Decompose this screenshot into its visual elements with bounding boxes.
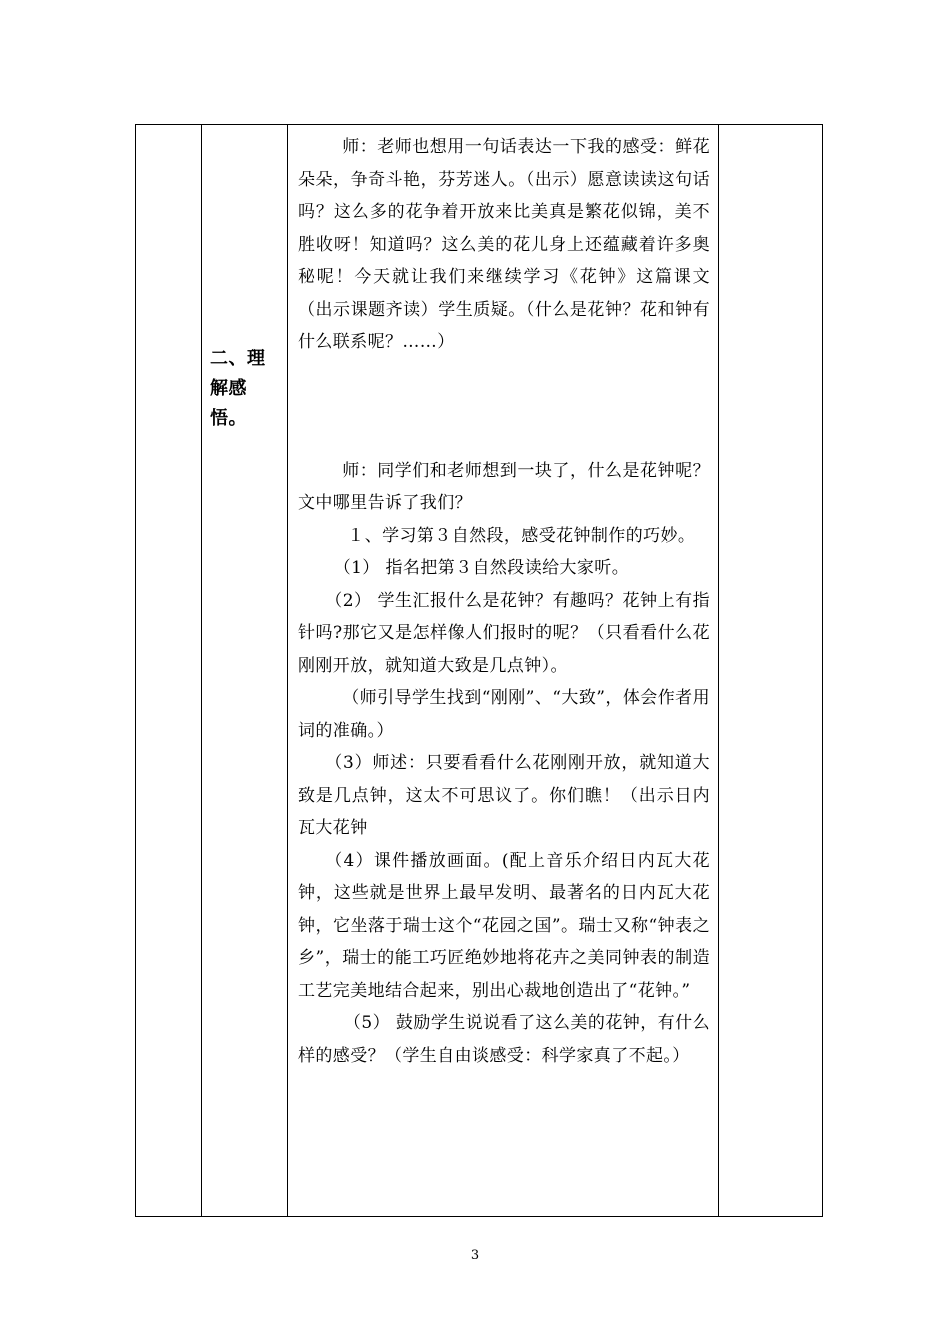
- blank-right-cell: [719, 125, 823, 1217]
- table-row: [136, 125, 823, 1217]
- paragraph-item-1: （1） 指名把第３自然段读给大家听。: [333, 558, 630, 578]
- stage-cell: [202, 125, 288, 1217]
- paragraph-item-4: （4）课件播放画面。(配上音乐介绍日内瓦大花钟，这些就是世界上最早发明、最著名的日内瓦大花钟，它坐落于瑞士这个“花园之国”。瑞士又称“钟表之乡”，瑞士的能工巧匠绝妙地将花卉之美同钟表的制造工艺完美地结合起来，别出心裁地创造出了“花钟。”: [298, 850, 710, 1001]
- paragraph-teacher-note: （师引导学生找到“刚刚”、“大致”，体会作者用词的准确。）: [298, 688, 710, 741]
- paragraph-step-1: １、学习第３自然段，感受花钟制作的巧妙。: [347, 525, 696, 546]
- paragraph-item-5: （5） 鼓励学生说说看了这么美的花钟，有什么样的感受？（学生自由谈感受：科学家真了不起。）: [298, 1013, 710, 1066]
- paragraph-question: 师：同学们和老师想到一块了，什么是花钟呢？文中哪里告诉了我们？: [298, 460, 710, 513]
- stage-title: 二、理解感悟。: [210, 348, 266, 429]
- paragraph-item-3: （3）师述：只要看看什么花刚刚开放，就知道大致是几点钟，这太不可思议了。你们瞧！（出示日内瓦大花钟: [298, 753, 710, 838]
- content-cell: [288, 125, 719, 1217]
- blank-left-cell: [136, 125, 202, 1217]
- paragraph-item-2: （2） 学生汇报什么是花钟？有趣吗？花钟上有指针吗?那它又是怎样像人们报时的呢？（只看看什么花刚刚开放，就知道大致是几点钟）。: [298, 590, 710, 676]
- page-number: 3: [470, 1248, 480, 1263]
- paragraph-intro: 师：老师也想用一句话表达一下我的感受：鲜花朵朵，争奇斗艳，芬芳迷人。（出示）愿意读读这句话吗？这么多的花争着开放来比美真是繁花似锦，美不胜收呀！知道吗？这么美的花儿身上还蕴藏着许多奥秘呢！今天就让我们来继续学习《花钟》这篇课文（出示课题齐读）学生质疑。（什么是花钟？花和钟有什么联系呢？……）: [298, 137, 710, 352]
- blank-space: [298, 359, 710, 455]
- lesson-plan-table: [135, 124, 823, 1217]
